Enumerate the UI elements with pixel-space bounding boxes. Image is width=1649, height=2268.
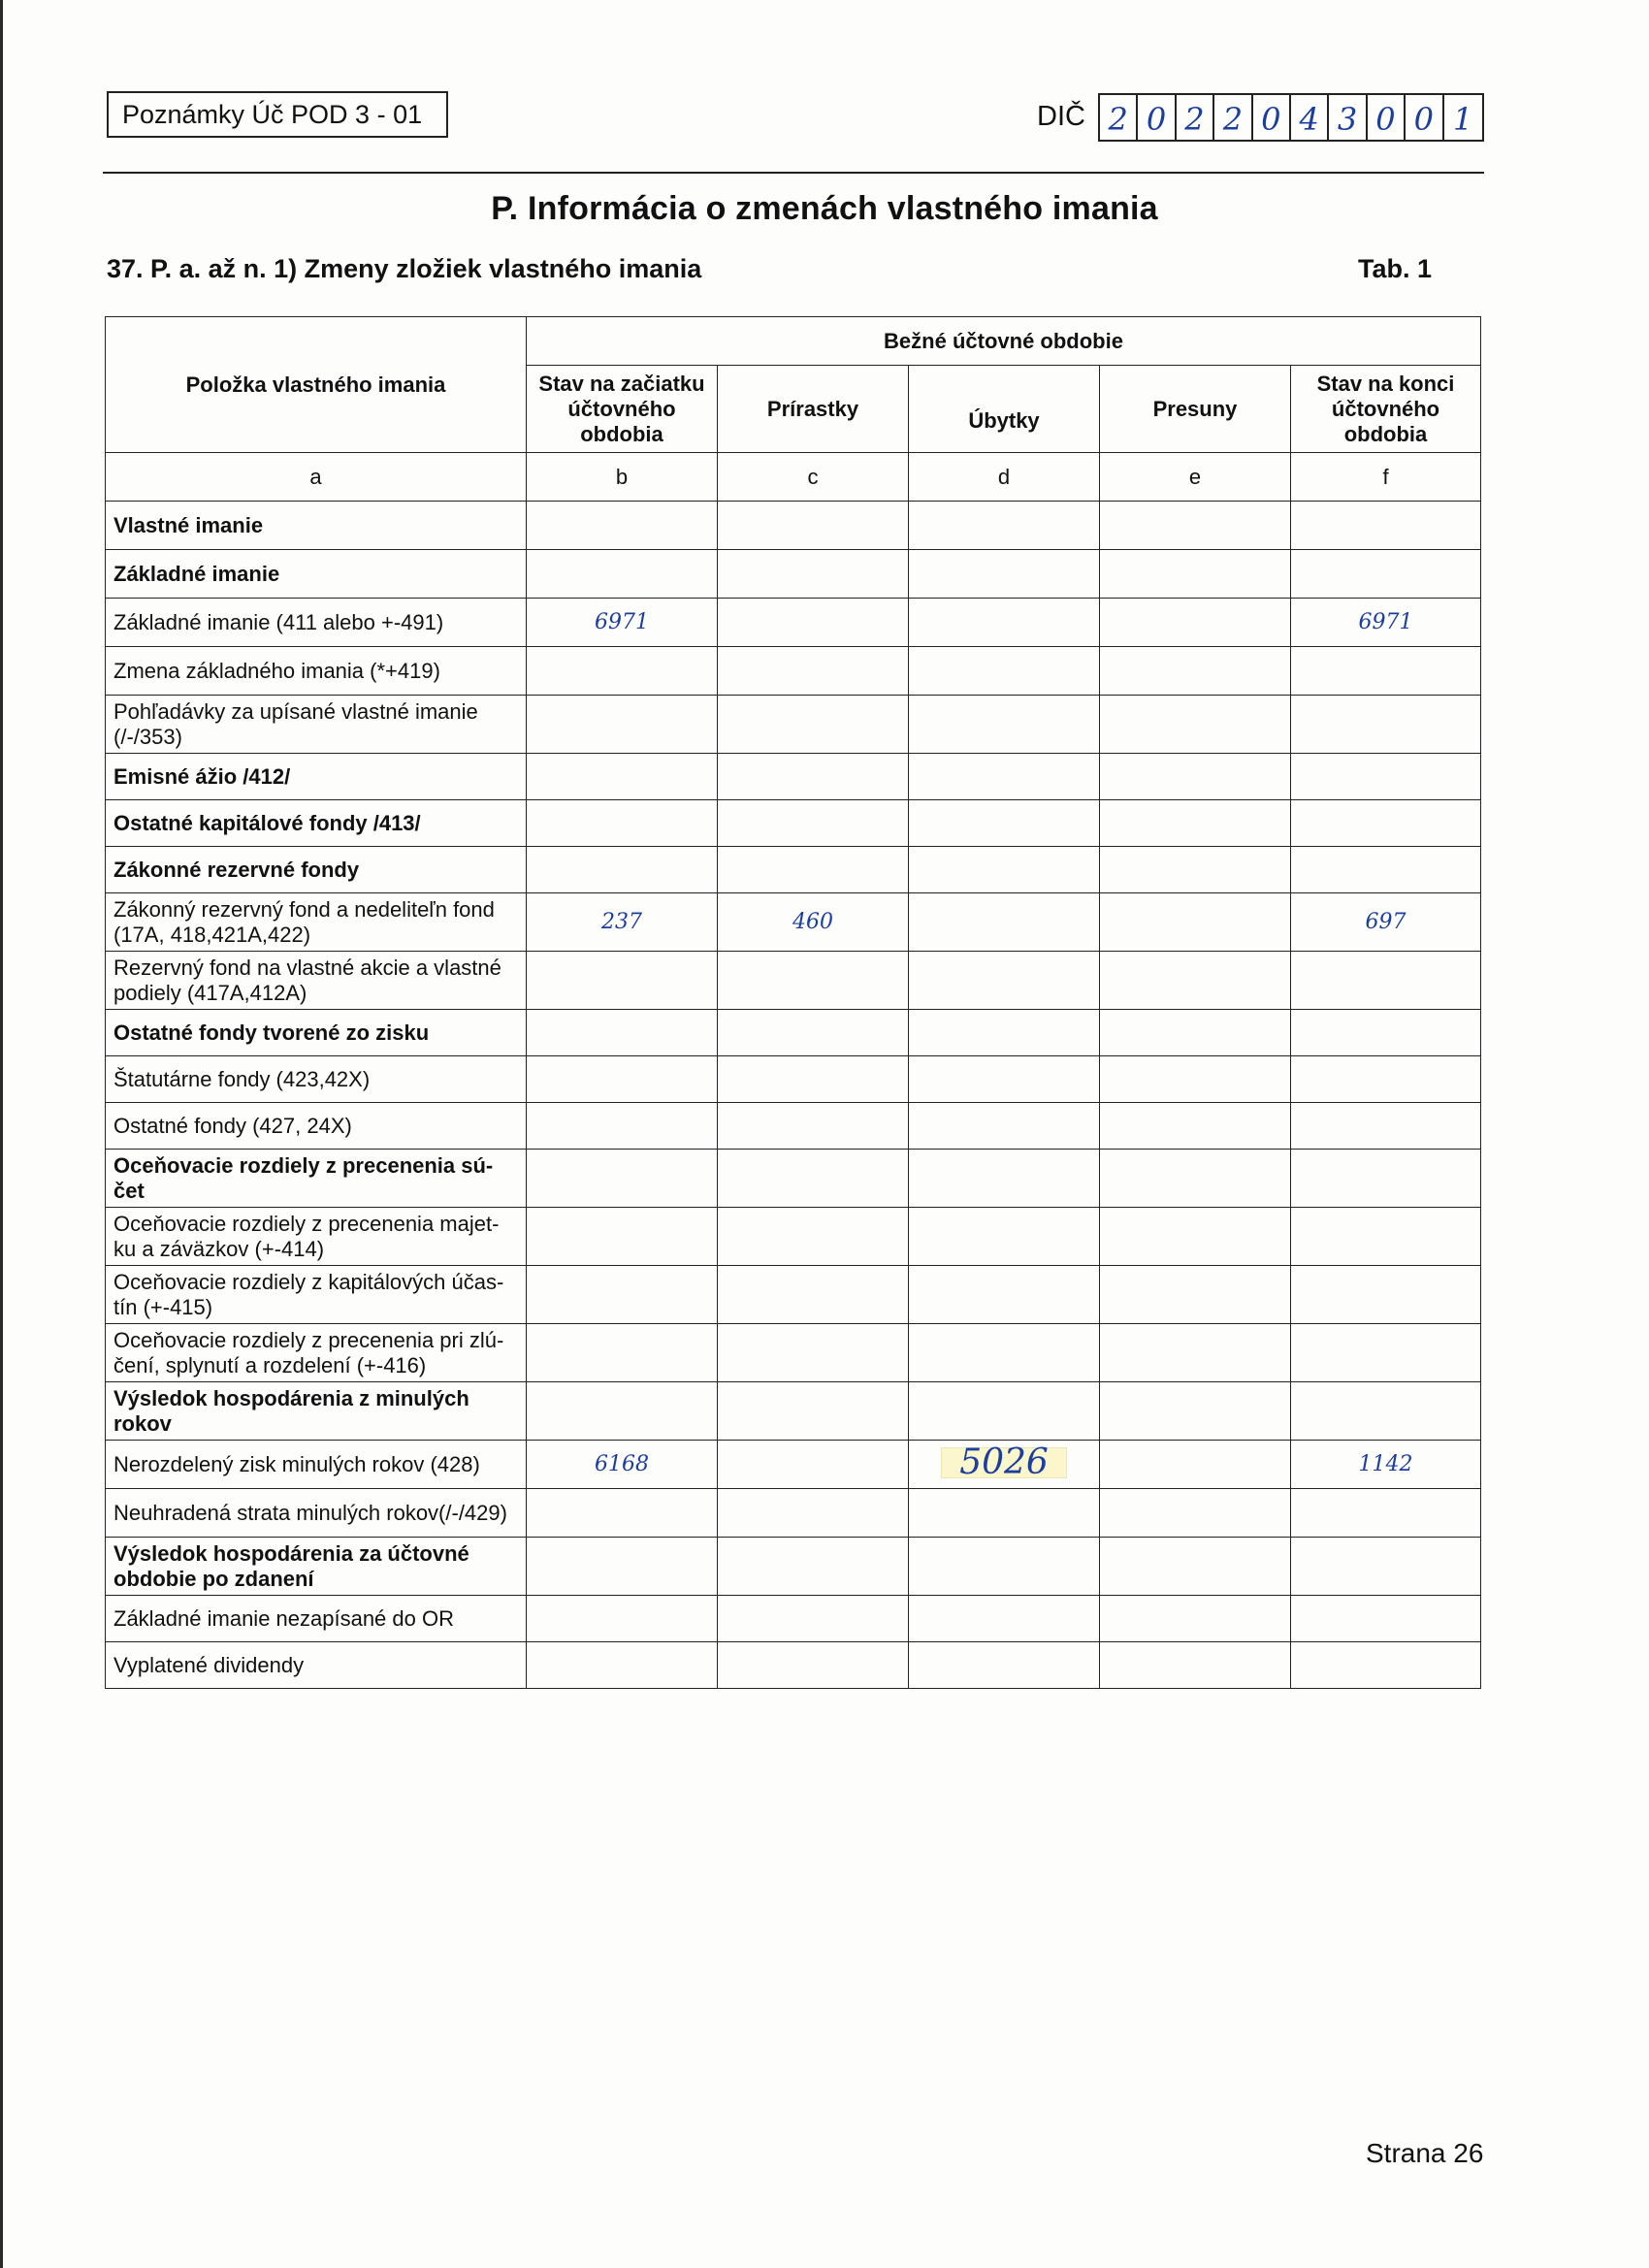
value-cell <box>909 952 1100 1010</box>
dic-digit: 1 <box>1453 101 1473 138</box>
value-cell <box>1100 599 1291 647</box>
col-header-transfers: Presuny <box>1100 366 1291 453</box>
value-cell <box>527 647 718 696</box>
value-cell: 6168 <box>527 1441 718 1489</box>
value-cell <box>1291 952 1481 1010</box>
dic-digit: 4 <box>1291 95 1329 140</box>
value-cell <box>1100 952 1291 1010</box>
value-cell <box>527 1489 718 1538</box>
value-cell <box>527 1538 718 1596</box>
value-cell <box>909 1056 1100 1103</box>
row-label: Pohľadávky za upísané vlastné imanie (/-/353) <box>106 696 527 754</box>
value-cell <box>1100 1324 1291 1382</box>
value-cell <box>1100 647 1291 696</box>
value-cell <box>527 550 718 599</box>
value-cell <box>527 952 718 1010</box>
value-cell <box>718 696 909 754</box>
form-code-box: Poznámky Úč POD 3 - 01 <box>107 91 448 138</box>
value-cell <box>909 1441 1100 1489</box>
value-cell <box>909 550 1100 599</box>
value-cell <box>909 1489 1100 1538</box>
letter-cell: a <box>106 453 527 502</box>
table-row <box>106 696 1481 754</box>
value-cell <box>1291 1208 1481 1266</box>
table-row <box>106 1103 1481 1150</box>
value-cell <box>718 1441 909 1489</box>
value-cell <box>718 754 909 800</box>
section-subtitle: 37. P. a. až n. 1) Zmeny zložiek vlastného imania <box>107 254 702 283</box>
table-row <box>106 1538 1481 1596</box>
value-cell <box>909 1642 1100 1689</box>
dic-digit: 3 <box>1329 95 1367 140</box>
value-cell <box>1291 847 1481 893</box>
value-cell <box>1100 1266 1291 1324</box>
header-rule <box>103 172 1484 174</box>
col-header-item: Položka vlastného imania <box>106 317 527 453</box>
row-label: Základné imanie (411 alebo +-491) <box>106 599 527 647</box>
table-row <box>106 1382 1481 1441</box>
value-cell <box>1100 1010 1291 1056</box>
row-label: Zmena základného imania (*+419) <box>106 647 527 696</box>
letter-cell: b <box>527 453 718 502</box>
value-cell <box>1100 893 1291 952</box>
value-cell <box>909 1150 1100 1208</box>
value-cell <box>1291 754 1481 800</box>
handwritten-value-sticker: 5026 <box>942 1448 1066 1477</box>
table-label: Tab. 1 <box>1358 254 1433 283</box>
value-cell <box>909 893 1100 952</box>
value-cell <box>527 1150 718 1208</box>
value-cell <box>527 696 718 754</box>
value-cell <box>718 1208 909 1266</box>
value-cell <box>909 696 1100 754</box>
row-label: Oceňovacie rozdiely z precenenia pri zlú-čení, splynutí a rozdelení (+-416) <box>106 1324 527 1382</box>
value-cell <box>718 1382 909 1441</box>
value-cell <box>909 1010 1100 1056</box>
value-cell <box>1100 1103 1291 1150</box>
letter-cell: e <box>1100 453 1291 502</box>
value-cell <box>1291 1010 1481 1056</box>
table-row <box>106 550 1481 599</box>
value-cell <box>718 1538 909 1596</box>
row-label: Oceňovacie rozdiely z kapitálových účas-tín (+-415) <box>106 1266 527 1324</box>
value-cell: 237 <box>527 893 718 952</box>
value-cell <box>718 1150 909 1208</box>
dic-label: DIČ <box>1037 101 1085 132</box>
page-number: Strana 26 <box>1366 2138 1484 2168</box>
value-cell <box>909 502 1100 550</box>
value-cell <box>909 1538 1100 1596</box>
value-cell <box>527 1642 718 1689</box>
value-cell <box>1291 1382 1481 1441</box>
row-label: Základné imanie <box>106 550 527 599</box>
row-label: Výsledok hospodárenia z minulých rokov <box>106 1382 527 1441</box>
value-cell <box>909 647 1100 696</box>
value-cell <box>1100 1489 1291 1538</box>
value-cell <box>909 754 1100 800</box>
value-cell <box>1100 800 1291 847</box>
value-cell <box>718 1103 909 1150</box>
row-label: Oceňovacie rozdiely z precenenia majet-ku a záväzkov (+-414) <box>106 1208 527 1266</box>
value-cell <box>718 952 909 1010</box>
value-cell <box>1291 647 1481 696</box>
row-label: Základné imanie nezapísané do OR <box>106 1596 527 1642</box>
value-cell <box>909 1208 1100 1266</box>
value-cell: 6971 <box>527 599 718 647</box>
letter-cell: f <box>1291 453 1481 502</box>
row-label: Vlastné imanie <box>106 502 527 550</box>
value-cell: 1142 <box>1291 1441 1481 1489</box>
value-cell <box>718 1596 909 1642</box>
col-header-end: Stav na konci účtovného obdobia <box>1291 366 1481 453</box>
row-label: Oceňovacie rozdiely z precenenia sú-čet <box>106 1150 527 1208</box>
row-label: Ostatné kapitálové fondy /413/ <box>106 800 527 847</box>
value-cell <box>718 847 909 893</box>
table-row <box>106 1208 1481 1266</box>
value-cell <box>718 1010 909 1056</box>
value-cell <box>718 550 909 599</box>
equity-changes-table <box>105 316 1481 1689</box>
page-edge <box>0 0 3 2268</box>
value-cell <box>1100 1538 1291 1596</box>
value-cell: 6971 <box>1291 599 1481 647</box>
value-cell <box>718 1056 909 1103</box>
value-cell <box>1100 847 1291 893</box>
value-cell <box>718 1324 909 1382</box>
row-label: Ostatné fondy (427, 24X) <box>106 1103 527 1150</box>
value-cell <box>1291 1642 1481 1689</box>
value-cell <box>1291 1056 1481 1103</box>
value-cell <box>1100 1056 1291 1103</box>
dic-digit: 0 <box>1368 95 1406 140</box>
row-label: Ostatné fondy tvorené zo zisku <box>106 1010 527 1056</box>
value-cell <box>527 1382 718 1441</box>
table-row <box>106 1010 1481 1056</box>
table-row <box>106 1266 1481 1324</box>
value-cell <box>718 800 909 847</box>
value-cell <box>527 847 718 893</box>
value-cell <box>909 1382 1100 1441</box>
table-row <box>106 893 1481 952</box>
value-cell <box>1100 696 1291 754</box>
value-cell <box>718 1266 909 1324</box>
letter-row <box>106 453 1481 502</box>
col-header-start: Stav na začiatku účtovného obdobia <box>527 366 718 453</box>
value-cell <box>718 1489 909 1538</box>
table-row <box>106 502 1481 550</box>
dic-boxes <box>1098 93 1484 142</box>
value-cell <box>1100 550 1291 599</box>
value-cell <box>1291 1596 1481 1642</box>
value-cell <box>909 599 1100 647</box>
value-cell: 697 <box>1291 893 1481 952</box>
table-row <box>106 754 1481 800</box>
row-label: Rezervný fond na vlastné akcie a vlastné podiely (417A,412A) <box>106 952 527 1010</box>
dic-digit: 2 <box>1100 95 1138 140</box>
table-row <box>106 647 1481 696</box>
row-label: Vyplatené dividendy <box>106 1642 527 1689</box>
value-cell <box>527 502 718 550</box>
dic-digit: 0 <box>1138 95 1176 140</box>
table-row <box>106 1441 1481 1489</box>
table-row <box>106 1150 1481 1208</box>
dic-digit: 2 <box>1214 95 1252 140</box>
value-cell <box>527 800 718 847</box>
value-cell <box>1291 1266 1481 1324</box>
letter-cell: c <box>718 453 909 502</box>
value-cell <box>718 502 909 550</box>
table-row <box>106 847 1481 893</box>
value-cell <box>1100 1150 1291 1208</box>
value-cell <box>1291 800 1481 847</box>
value-cell <box>527 1103 718 1150</box>
dic-digit: 0 <box>1406 95 1443 140</box>
row-label: Zákonné rezervné fondy <box>106 847 527 893</box>
dic-digit: 2 <box>1177 95 1214 140</box>
value-cell <box>909 1266 1100 1324</box>
col-header-decrease: Úbytky <box>909 366 1100 453</box>
value-cell <box>1291 1538 1481 1596</box>
col-header-increase: Prírastky <box>718 366 909 453</box>
value-cell <box>909 800 1100 847</box>
dic-digit: 0 <box>1253 95 1291 140</box>
value-cell <box>1291 1324 1481 1382</box>
value-cell <box>527 1208 718 1266</box>
table-row <box>106 1324 1481 1382</box>
value-cell: 460 <box>718 893 909 952</box>
value-cell <box>718 647 909 696</box>
value-cell <box>1291 502 1481 550</box>
value-cell <box>718 1642 909 1689</box>
value-cell <box>527 754 718 800</box>
row-label: Emisné ážio /412/ <box>106 754 527 800</box>
value-cell <box>1291 1103 1481 1150</box>
table-row <box>106 952 1481 1010</box>
value-cell <box>527 1010 718 1056</box>
value-cell <box>1100 1596 1291 1642</box>
letter-cell: d <box>909 453 1100 502</box>
table-row <box>106 800 1481 847</box>
value-cell <box>1100 1642 1291 1689</box>
value-cell <box>1100 1441 1291 1489</box>
value-cell <box>527 1266 718 1324</box>
row-label: Zákonný rezervný fond a nedeliteľn fond (17A, 418,421A,422) <box>106 893 527 952</box>
value-cell <box>527 1056 718 1103</box>
row-label: Nerozdelený zisk minulých rokov (428) <box>106 1441 527 1489</box>
row-label: Neuhradená strata minulých rokov(/-/429) <box>106 1489 527 1538</box>
value-cell <box>527 1324 718 1382</box>
value-cell <box>909 1324 1100 1382</box>
value-cell <box>1100 754 1291 800</box>
value-cell <box>718 599 909 647</box>
value-cell <box>1291 1150 1481 1208</box>
table-row <box>106 1642 1481 1689</box>
table-row <box>106 1596 1481 1642</box>
value-cell <box>909 847 1100 893</box>
value-cell <box>1291 1489 1481 1538</box>
value-cell <box>909 1596 1100 1642</box>
row-label: Výsledok hospodárenia za účtovné obdobie po zdanení <box>106 1538 527 1596</box>
value-cell <box>1100 502 1291 550</box>
table-row <box>106 1489 1481 1538</box>
page-title: P. Informácia o zmenách vlastného imania <box>491 190 1158 227</box>
value-cell <box>909 1103 1100 1150</box>
value-cell <box>1100 1208 1291 1266</box>
period-header: Bežné účtovné obdobie <box>527 317 1481 366</box>
value-cell <box>1291 550 1481 599</box>
table-row <box>106 1056 1481 1103</box>
value-cell <box>1100 1382 1291 1441</box>
table-row <box>106 599 1481 647</box>
table-body <box>106 453 1481 1689</box>
value-cell <box>1291 696 1481 754</box>
value-cell <box>527 1596 718 1642</box>
row-label: Štatutárne fondy (423,42X) <box>106 1056 527 1103</box>
